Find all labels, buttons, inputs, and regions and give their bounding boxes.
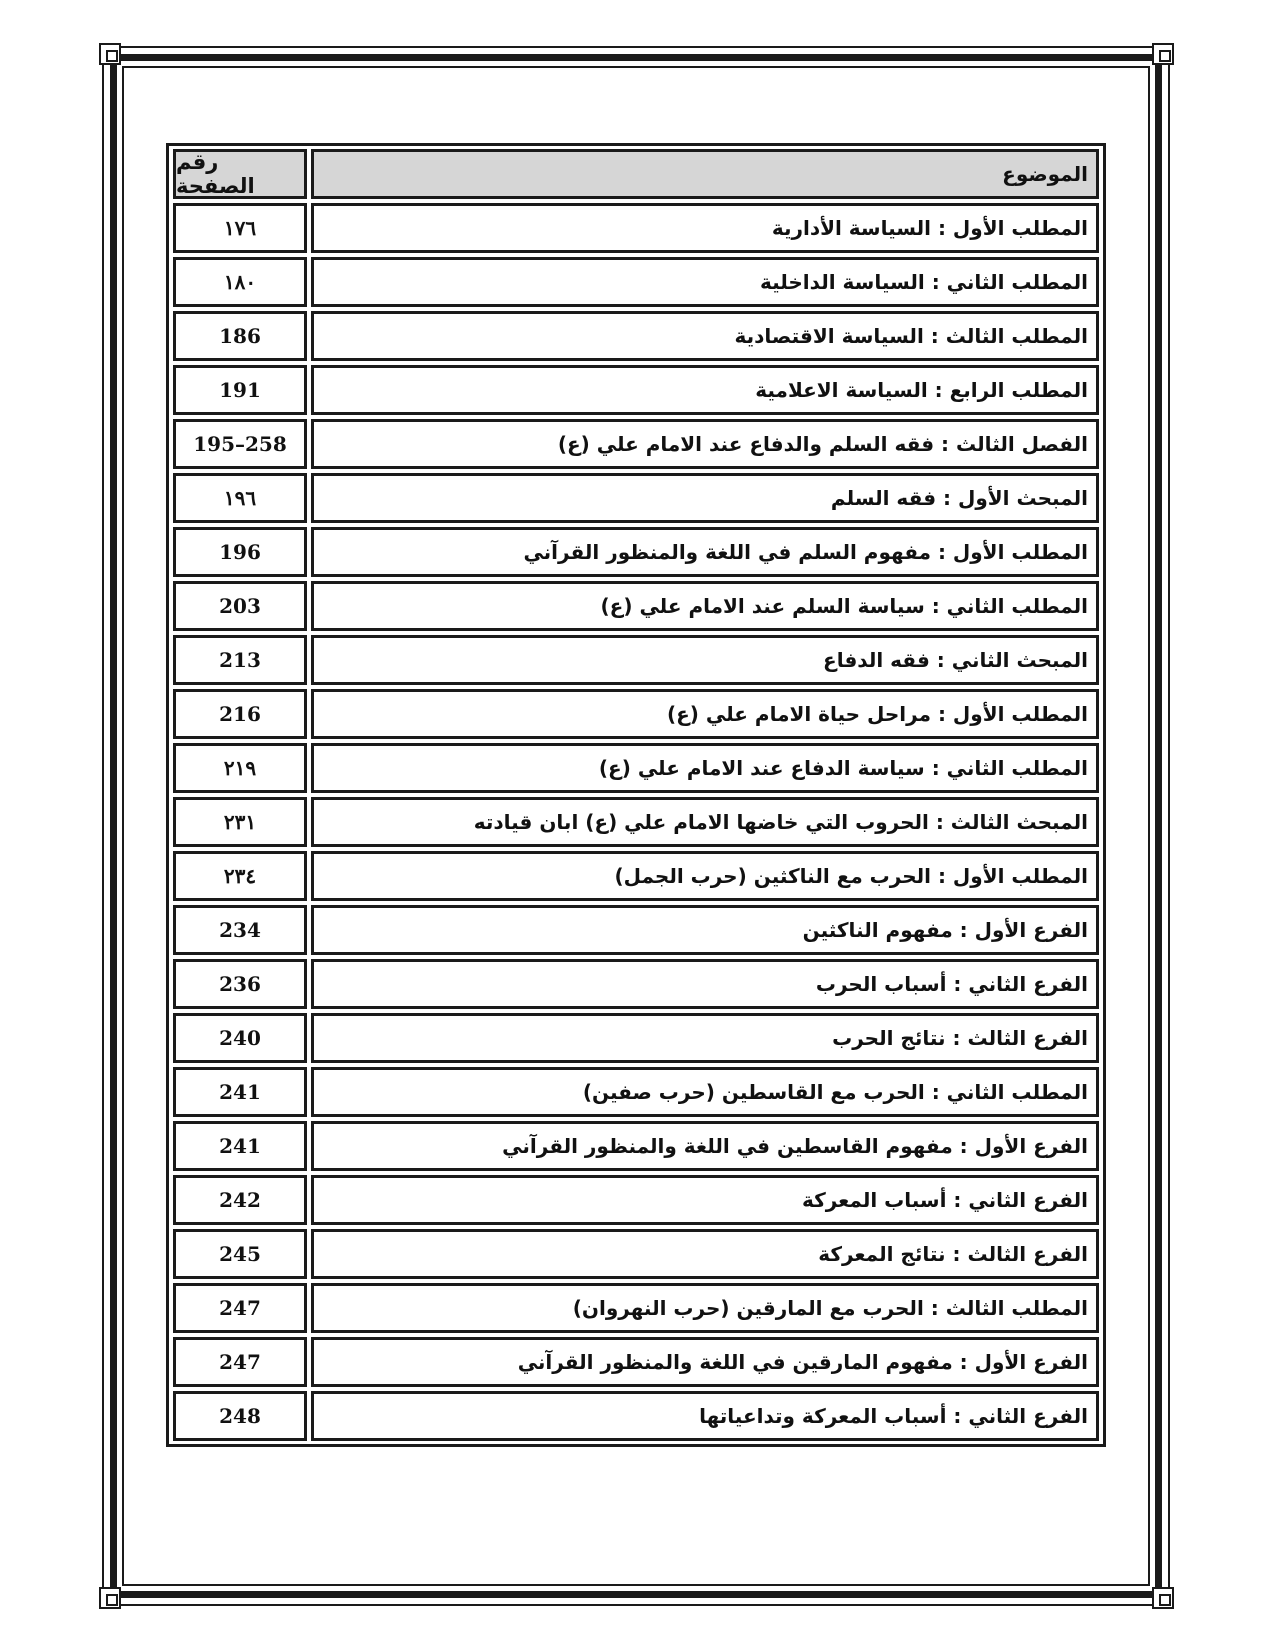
page-number-cell: 247 [173, 1337, 307, 1387]
table-row [173, 689, 1099, 739]
page-number-cell: 241 [173, 1067, 307, 1117]
table-header-row [173, 149, 1099, 199]
table-row [173, 1175, 1099, 1225]
page-number-cell: 242 [173, 1175, 307, 1225]
topic-cell: الفرع الأول : مفهوم المارقين في اللغة والمنظور القرآني [311, 1337, 1099, 1387]
page-number-cell: 248 [173, 1391, 307, 1441]
page-number-cell: 245 [173, 1229, 307, 1279]
table-row [173, 365, 1099, 415]
topic-cell: المطلب الثاني : سياسة الدفاع عند الامام علي (ع) [311, 743, 1099, 793]
page-number-cell: 236 [173, 959, 307, 1009]
topic-cell: المطلب الثالث : السياسة الاقتصادية [311, 311, 1099, 361]
page-number-cell: 216 [173, 689, 307, 739]
topic-cell: المطلب الرابع : السياسة الاعلامية [311, 365, 1099, 415]
topic-cell: المطلب الثاني : الحرب مع القاسطين (حرب صفين) [311, 1067, 1099, 1117]
table-row [173, 1067, 1099, 1117]
page-number-cell: ١٨٠ [173, 257, 307, 307]
topic-cell: الفرع الثاني : أسباب المعركة [311, 1175, 1099, 1225]
topic-cell: المبحث الثالث : الحروب التي خاضها الامام علي (ع) ابان قيادته [311, 797, 1099, 847]
table-row [173, 311, 1099, 361]
table-row [173, 1337, 1099, 1387]
page-number-cell: 191 [173, 365, 307, 415]
table-row [173, 1229, 1099, 1279]
corner-ornament-top-left [99, 43, 121, 65]
topic-cell: المطلب الأول : الحرب مع الناكثين (حرب الجمل) [311, 851, 1099, 901]
table-row [173, 1391, 1099, 1441]
topic-cell: المطلب الثالث : الحرب مع المارقين (حرب النهروان) [311, 1283, 1099, 1333]
page-number-cell: 195–258 [173, 419, 307, 469]
table-row [173, 635, 1099, 685]
page-number-cell: ٢٣٤ [173, 851, 307, 901]
page-number-cell: 213 [173, 635, 307, 685]
topic-cell: الفرع الأول : مفهوم الناكثين [311, 905, 1099, 955]
page-number-cell: ٢١٩ [173, 743, 307, 793]
table-row [173, 1283, 1099, 1333]
topic-cell: الفرع الثالث : نتائج الحرب [311, 1013, 1099, 1063]
table-row [173, 257, 1099, 307]
topic-cell: المطلب الثاني : سياسة السلم عند الامام علي (ع) [311, 581, 1099, 631]
table-row [173, 581, 1099, 631]
table-row [173, 1013, 1099, 1063]
table-row [173, 203, 1099, 253]
topic-cell: المطلب الأول : السياسة الأدارية [311, 203, 1099, 253]
page-number-cell: 196 [173, 527, 307, 577]
page-number-cell: ١٧٦ [173, 203, 307, 253]
topic-cell: الفرع الأول : مفهوم القاسطين في اللغة والمنظور القرآني [311, 1121, 1099, 1171]
page-number-cell: ٢٣١ [173, 797, 307, 847]
topic-cell: المطلب الأول : مفهوم السلم في اللغة والمنظور القرآني [311, 527, 1099, 577]
table-row [173, 1121, 1099, 1171]
page-number-cell: 241 [173, 1121, 307, 1171]
topic-cell: المبحث الأول : فقه السلم [311, 473, 1099, 523]
table-row [173, 473, 1099, 523]
topic-cell: المطلب الأول : مراحل حياة الامام علي (ع) [311, 689, 1099, 739]
topic-cell: الفرع الثالث : نتائج المعركة [311, 1229, 1099, 1279]
table-row [173, 797, 1099, 847]
page-number-cell: 240 [173, 1013, 307, 1063]
topic-cell: المطلب الثاني : السياسة الداخلية [311, 257, 1099, 307]
page-number-cell: 203 [173, 581, 307, 631]
page-number-cell: 234 [173, 905, 307, 955]
table-row [173, 851, 1099, 901]
topic-cell: الفصل الثالث : فقه السلم والدفاع عند الامام علي (ع) [311, 419, 1099, 469]
page-number-cell: 247 [173, 1283, 307, 1333]
topic-cell: الفرع الثاني : أسباب المعركة وتداعياتها [311, 1391, 1099, 1441]
table-row [173, 419, 1099, 469]
table-row [173, 959, 1099, 1009]
corner-ornament-top-right [1152, 43, 1174, 65]
topic-cell: المبحث الثاني : فقه الدفاع [311, 635, 1099, 685]
page-number-cell: ١٩٦ [173, 473, 307, 523]
table-of-contents [166, 143, 1106, 1447]
page-column-header: رقم الصفحة [173, 149, 307, 199]
topic-cell: الفرع الثاني : أسباب الحرب [311, 959, 1099, 1009]
corner-ornament-bottom-left [99, 1587, 121, 1609]
corner-ornament-bottom-right [1152, 1587, 1174, 1609]
table-row [173, 527, 1099, 577]
page-number-cell: 186 [173, 311, 307, 361]
table-row [173, 905, 1099, 955]
topic-column-header: الموضوع [311, 149, 1099, 199]
table-row [173, 743, 1099, 793]
